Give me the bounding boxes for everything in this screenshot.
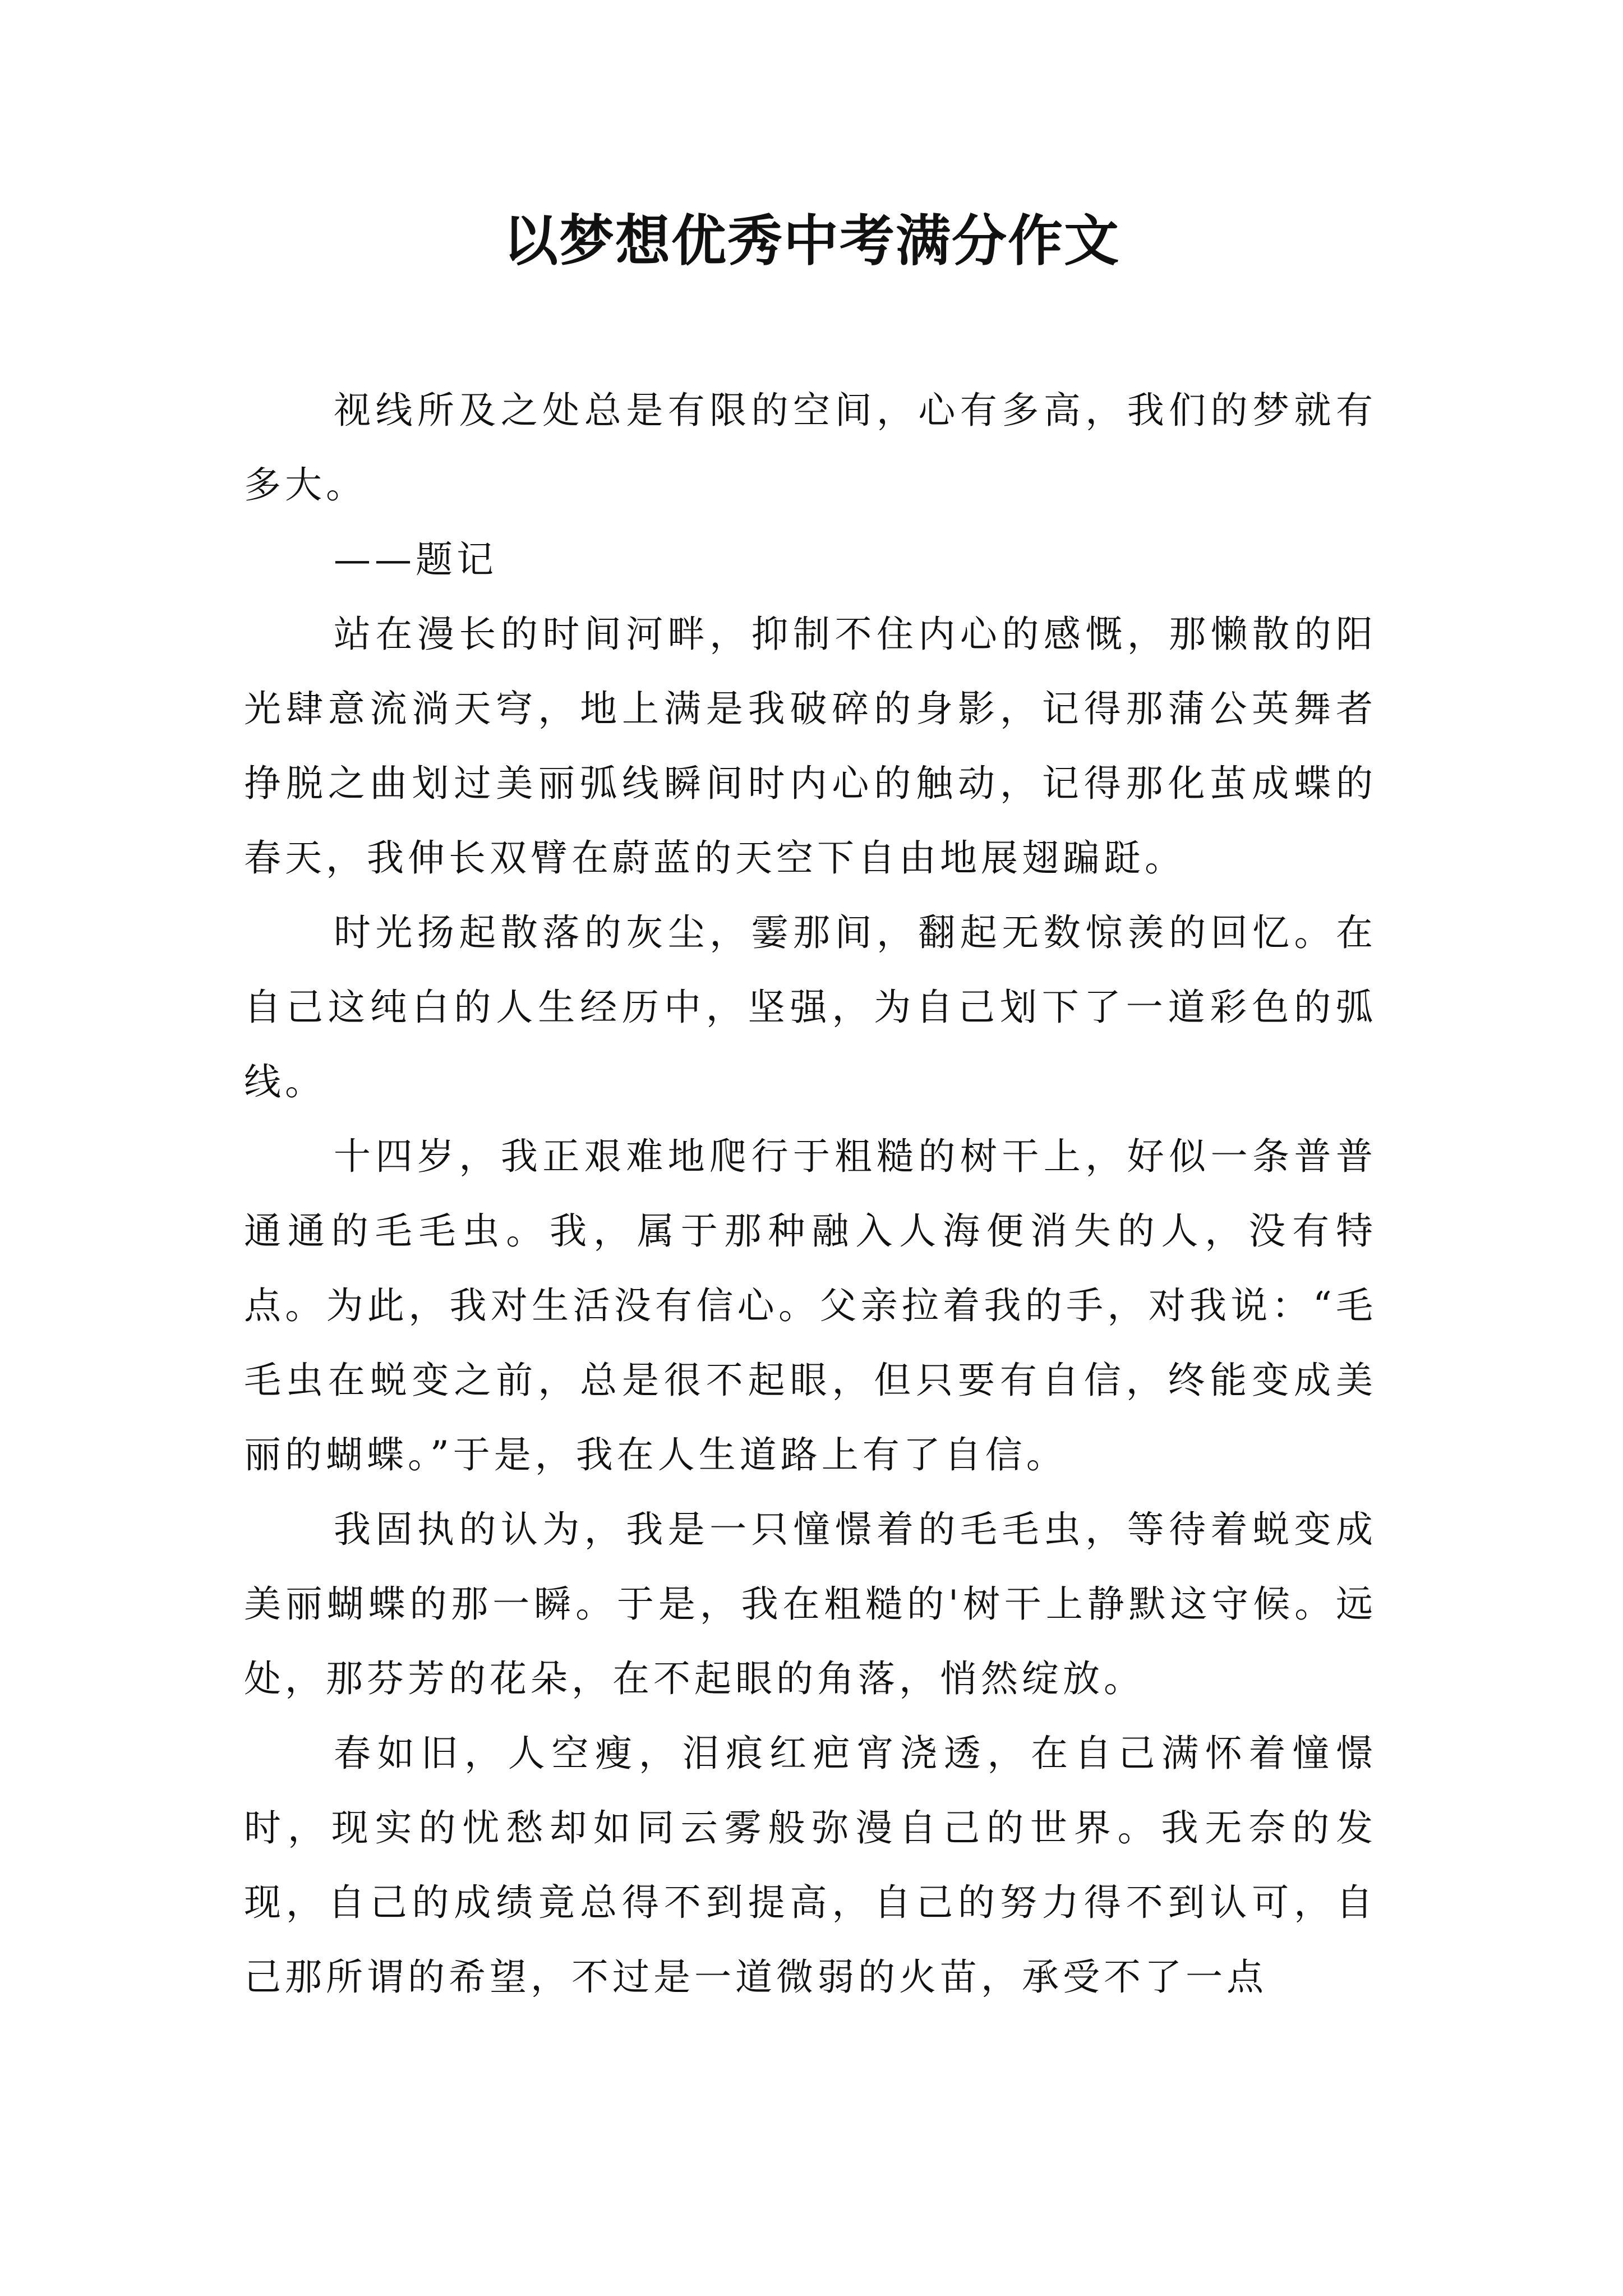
- paragraph: 我固执的认为，我是一只憧憬着的毛毛虫，等待着蜕变成美丽蝴蝶的那一瞬。于是，我在粗糙的'树干上静默这守候。远处，那芬芳的花朵，在不起眼的角落，悄然绽放。: [244, 1508, 1377, 1700]
- document-title: 以梦想优秀中考满分作文: [502, 209, 1120, 273]
- document-body: [244, 373, 1377, 2014]
- paragraph: 春如旧，人空瘦，泪痕红疤宵浇透，在自己满怀着憧憬时，现实的忧愁却如同云雾般弥漫自己的世界。我无奈的发现，自己的成绩竟总得不到提高，自己的努力得不到认可，自己那所谓的希望，不过是一道微弱的火苗，承受不了一点: [244, 1732, 1377, 1999]
- paragraph: 站在漫长的时间河畔，抑制不住内心的感慨，那懒散的阳光肆意流淌天穹，地上满是我破碎的身影，记得那蒲公英舞者挣脱之曲划过美丽弧线瞬间时内心的触动，记得那化茧成蝶的春天，我伸长双臂在蔚蓝的天空下自由地展翅蹁跹。: [244, 613, 1377, 880]
- paragraph-epigraph-attribution: ——题记: [334, 538, 497, 581]
- paragraph-epigraph: 视线所及之处总是有限的空间，心有多高，我们的梦就有多大。: [244, 389, 1377, 507]
- paragraph: 时光扬起散落的灰尘，霎那间，翻起无数惊羡的回忆。在自己这纯白的人生经历中，坚强，为自己划下了一道彩色的弧线。: [244, 911, 1377, 1103]
- paragraph: 十四岁，我正艰难地爬行于粗糙的树干上，好似一条普普通通的毛毛虫。我，属于那种融入人海便消失的人，没有特点。为此，我对生活没有信心。父亲拉着我的手，对我说：“毛毛虫在蜕变之前，总是很不起眼，但只要有自信，终能变成美丽的蝴蝶。”于是，我在人生道路上有了自信。: [244, 1135, 1377, 1476]
